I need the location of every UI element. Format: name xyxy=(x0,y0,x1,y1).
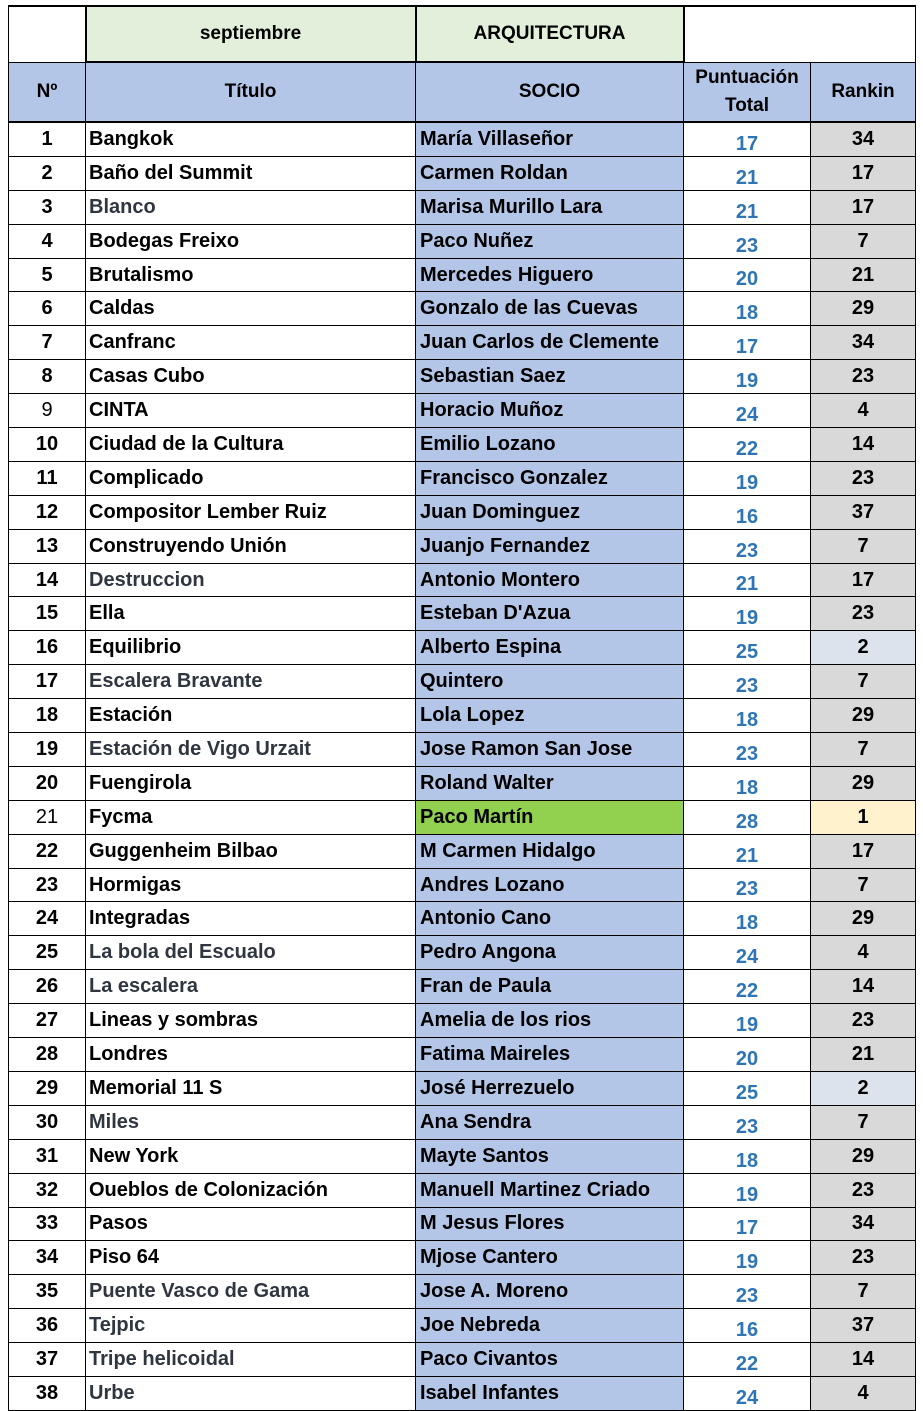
row-socio: Ana Sendra xyxy=(416,1105,684,1139)
col-header-title: Título xyxy=(86,62,416,122)
row-points: 24 xyxy=(684,394,811,428)
row-rank: 34 xyxy=(811,326,916,360)
row-number: 19 xyxy=(9,733,86,767)
table-row xyxy=(9,1173,916,1207)
row-title: Miles xyxy=(86,1105,416,1139)
row-rank: 23 xyxy=(811,360,916,394)
row-points: 23 xyxy=(684,665,811,699)
row-points: 19 xyxy=(684,461,811,495)
table-row xyxy=(9,1139,916,1173)
row-points: 19 xyxy=(684,360,811,394)
row-rank: 34 xyxy=(811,1207,916,1241)
row-title: Baño del Summit xyxy=(86,156,416,190)
row-number: 12 xyxy=(9,495,86,529)
category-cell xyxy=(416,6,684,62)
row-socio: Fatima Maireles xyxy=(416,1038,684,1072)
row-number: 25 xyxy=(9,936,86,970)
row-rank: 23 xyxy=(811,1241,916,1275)
row-socio: Carmen Roldan xyxy=(416,156,684,190)
row-socio: Roland Walter xyxy=(416,766,684,800)
row-points: 24 xyxy=(684,936,811,970)
row-socio: Quintero xyxy=(416,665,684,699)
row-number: 18 xyxy=(9,699,86,733)
row-number: 38 xyxy=(9,1376,86,1410)
row-socio: Juan Carlos de Clemente xyxy=(416,326,684,360)
row-number: 13 xyxy=(9,529,86,563)
row-rank: 7 xyxy=(811,1275,916,1309)
row-title: Canfranc xyxy=(86,326,416,360)
category-label: ARQUITECTURA xyxy=(473,23,626,44)
row-number: 17 xyxy=(9,665,86,699)
table-row xyxy=(9,970,916,1004)
row-rank: 2 xyxy=(811,1071,916,1105)
row-rank: 4 xyxy=(811,1376,916,1410)
row-title: Blanco xyxy=(86,190,416,224)
row-points: 18 xyxy=(684,699,811,733)
row-socio: Paco Martín xyxy=(416,800,684,834)
table-row xyxy=(9,597,916,631)
table-row xyxy=(9,1004,916,1038)
table-row xyxy=(9,1038,916,1072)
row-title: Piso 64 xyxy=(86,1241,416,1275)
row-socio: José Herrezuelo xyxy=(416,1071,684,1105)
row-socio: Horacio Muñoz xyxy=(416,394,684,428)
table-row xyxy=(9,1275,916,1309)
top-blank-cell xyxy=(9,6,86,62)
table-row xyxy=(9,495,916,529)
table-row xyxy=(9,800,916,834)
row-number: 26 xyxy=(9,970,86,1004)
row-points: 23 xyxy=(684,224,811,258)
row-rank: 4 xyxy=(811,936,916,970)
row-number: 9 xyxy=(9,394,86,428)
table-row xyxy=(9,1071,916,1105)
table-row xyxy=(9,529,916,563)
table-row xyxy=(9,224,916,258)
row-points: 19 xyxy=(684,597,811,631)
table-row xyxy=(9,394,916,428)
row-title: Ciudad de la Cultura xyxy=(86,428,416,462)
row-number: 4 xyxy=(9,224,86,258)
row-rank: 14 xyxy=(811,1343,916,1377)
row-points: 23 xyxy=(684,529,811,563)
row-socio: Marisa Murillo Lara xyxy=(416,190,684,224)
row-number: 7 xyxy=(9,326,86,360)
row-title: New York xyxy=(86,1139,416,1173)
row-title: Compositor Lember Ruiz xyxy=(86,495,416,529)
row-number: 27 xyxy=(9,1004,86,1038)
row-number: 29 xyxy=(9,1071,86,1105)
row-socio: Pedro Angona xyxy=(416,936,684,970)
row-points: 25 xyxy=(684,631,811,665)
row-number: 3 xyxy=(9,190,86,224)
row-number: 1 xyxy=(9,122,86,156)
row-rank: 23 xyxy=(811,1173,916,1207)
col-header-num: Nº xyxy=(9,62,86,122)
table-row xyxy=(9,834,916,868)
row-rank: 7 xyxy=(811,1105,916,1139)
table-row xyxy=(9,1376,916,1410)
row-title: Construyendo Unión xyxy=(86,529,416,563)
row-points: 18 xyxy=(684,292,811,326)
row-title: Ella xyxy=(86,597,416,631)
row-socio: Antonio Montero xyxy=(416,563,684,597)
col-header-points-line1: Puntuación xyxy=(695,66,799,88)
row-socio: Esteban D'Azua xyxy=(416,597,684,631)
row-points: 28 xyxy=(684,800,811,834)
month-label: septiembre xyxy=(199,23,302,44)
row-rank: 1 xyxy=(811,800,916,834)
col-header-points xyxy=(684,62,811,122)
row-points: 17 xyxy=(684,326,811,360)
row-rank: 37 xyxy=(811,1309,916,1343)
row-socio: Francisco Gonzalez xyxy=(416,461,684,495)
row-rank: 17 xyxy=(811,834,916,868)
top-blank-right-cell xyxy=(684,6,916,62)
row-title: Memorial 11 S xyxy=(86,1071,416,1105)
row-points: 23 xyxy=(684,733,811,767)
row-title: Fycma xyxy=(86,800,416,834)
table-row xyxy=(9,1309,916,1343)
row-rank: 7 xyxy=(811,224,916,258)
row-points: 19 xyxy=(684,1173,811,1207)
table-row xyxy=(9,631,916,665)
row-title: Pasos xyxy=(86,1207,416,1241)
table-row xyxy=(9,733,916,767)
row-rank: 7 xyxy=(811,868,916,902)
row-socio: Mjose Cantero xyxy=(416,1241,684,1275)
row-rank: 7 xyxy=(811,665,916,699)
row-points: 21 xyxy=(684,563,811,597)
row-title: Lineas y sombras xyxy=(86,1004,416,1038)
top-header-row xyxy=(9,6,916,62)
table-row xyxy=(9,902,916,936)
row-points: 22 xyxy=(684,970,811,1004)
row-number: 32 xyxy=(9,1173,86,1207)
row-rank: 21 xyxy=(811,1038,916,1072)
row-rank: 29 xyxy=(811,699,916,733)
table-row xyxy=(9,326,916,360)
column-header-row xyxy=(9,62,916,122)
row-number: 14 xyxy=(9,563,86,597)
row-socio: Paco Nuñez xyxy=(416,224,684,258)
row-socio: Jose Ramon San Jose xyxy=(416,733,684,767)
table-row xyxy=(9,461,916,495)
row-socio: Alberto Espina xyxy=(416,631,684,665)
row-title: Integradas xyxy=(86,902,416,936)
col-header-points-line2: Total xyxy=(725,94,769,116)
table-row xyxy=(9,360,916,394)
row-rank: 17 xyxy=(811,190,916,224)
row-rank: 17 xyxy=(811,563,916,597)
row-points: 17 xyxy=(684,122,811,156)
row-title: Escalera Bravante xyxy=(86,665,416,699)
col-header-socio: SOCIO xyxy=(416,62,684,122)
table-row xyxy=(9,1241,916,1275)
row-points: 23 xyxy=(684,868,811,902)
row-rank: 23 xyxy=(811,461,916,495)
table-row xyxy=(9,122,916,156)
row-number: 28 xyxy=(9,1038,86,1072)
row-socio: Isabel Infantes xyxy=(416,1376,684,1410)
row-title: Oueblos de Colonización xyxy=(86,1173,416,1207)
row-title: Bangkok xyxy=(86,122,416,156)
row-rank: 14 xyxy=(811,428,916,462)
table-row xyxy=(9,1343,916,1377)
row-points: 19 xyxy=(684,1004,811,1038)
row-title: Bodegas Freixo xyxy=(86,224,416,258)
row-number: 36 xyxy=(9,1309,86,1343)
row-socio: Mercedes Higuero xyxy=(416,258,684,292)
row-number: 23 xyxy=(9,868,86,902)
table-row xyxy=(9,665,916,699)
table-row xyxy=(9,699,916,733)
row-rank: 7 xyxy=(811,529,916,563)
row-number: 34 xyxy=(9,1241,86,1275)
row-rank: 29 xyxy=(811,766,916,800)
row-number: 21 xyxy=(9,800,86,834)
row-number: 24 xyxy=(9,902,86,936)
table-row xyxy=(9,936,916,970)
row-points: 19 xyxy=(684,1241,811,1275)
row-rank: 34 xyxy=(811,122,916,156)
row-points: 16 xyxy=(684,495,811,529)
table-row xyxy=(9,1105,916,1139)
row-title: Fuengirola xyxy=(86,766,416,800)
ranking-table xyxy=(8,5,916,1411)
row-socio: Juanjo Fernandez xyxy=(416,529,684,563)
row-points: 16 xyxy=(684,1309,811,1343)
row-socio: Lola Lopez xyxy=(416,699,684,733)
row-points: 23 xyxy=(684,1105,811,1139)
table-row xyxy=(9,1207,916,1241)
row-socio: María Villaseñor xyxy=(416,122,684,156)
row-points: 17 xyxy=(684,1207,811,1241)
row-socio: Fran de Paula xyxy=(416,970,684,1004)
row-points: 21 xyxy=(684,834,811,868)
row-number: 11 xyxy=(9,461,86,495)
row-title: Estación de Vigo Urzait xyxy=(86,733,416,767)
row-rank: 29 xyxy=(811,1139,916,1173)
row-number: 33 xyxy=(9,1207,86,1241)
row-points: 18 xyxy=(684,766,811,800)
row-title: Complicado xyxy=(86,461,416,495)
row-socio: M Jesus Flores xyxy=(416,1207,684,1241)
row-number: 2 xyxy=(9,156,86,190)
row-socio: Sebastian Saez xyxy=(416,360,684,394)
row-title: Puente Vasco de Gama xyxy=(86,1275,416,1309)
row-socio: M Carmen Hidalgo xyxy=(416,834,684,868)
row-number: 35 xyxy=(9,1275,86,1309)
row-points: 25 xyxy=(684,1071,811,1105)
row-number: 8 xyxy=(9,360,86,394)
table-row xyxy=(9,563,916,597)
table-row xyxy=(9,766,916,800)
row-points: 18 xyxy=(684,1139,811,1173)
row-title: Casas Cubo xyxy=(86,360,416,394)
row-socio: Amelia de los rios xyxy=(416,1004,684,1038)
row-title: Estación xyxy=(86,699,416,733)
row-socio: Mayte Santos xyxy=(416,1139,684,1173)
row-title: Brutalismo xyxy=(86,258,416,292)
row-title: Tejpic xyxy=(86,1309,416,1343)
table-row xyxy=(9,156,916,190)
row-rank: 29 xyxy=(811,902,916,936)
row-socio: Andres Lozano xyxy=(416,868,684,902)
row-number: 10 xyxy=(9,428,86,462)
row-points: 20 xyxy=(684,1038,811,1072)
row-rank: 23 xyxy=(811,1004,916,1038)
row-points: 21 xyxy=(684,156,811,190)
row-number: 37 xyxy=(9,1343,86,1377)
row-title: Destruccion xyxy=(86,563,416,597)
row-socio: Emilio Lozano xyxy=(416,428,684,462)
row-points: 20 xyxy=(684,258,811,292)
row-title: Guggenheim Bilbao xyxy=(86,834,416,868)
row-socio: Juan Dominguez xyxy=(416,495,684,529)
row-points: 18 xyxy=(684,902,811,936)
row-number: 20 xyxy=(9,766,86,800)
row-points: 22 xyxy=(684,428,811,462)
table-row xyxy=(9,292,916,326)
table-row xyxy=(9,190,916,224)
col-header-rank: Rankin xyxy=(811,62,916,122)
row-rank: 37 xyxy=(811,495,916,529)
row-title: Caldas xyxy=(86,292,416,326)
row-number: 5 xyxy=(9,258,86,292)
row-number: 15 xyxy=(9,597,86,631)
row-socio: Jose A. Moreno xyxy=(416,1275,684,1309)
row-rank: 14 xyxy=(811,970,916,1004)
row-title: Equilibrio xyxy=(86,631,416,665)
ranking-sheet xyxy=(8,5,915,1411)
row-title: Londres xyxy=(86,1038,416,1072)
table-row xyxy=(9,428,916,462)
row-title: La bola del Escualo xyxy=(86,936,416,970)
table-row xyxy=(9,258,916,292)
row-number: 22 xyxy=(9,834,86,868)
row-socio: Manuell Martinez Criado xyxy=(416,1173,684,1207)
row-points: 21 xyxy=(684,190,811,224)
row-rank: 23 xyxy=(811,597,916,631)
row-socio: Paco Civantos xyxy=(416,1343,684,1377)
row-title: Hormigas xyxy=(86,868,416,902)
row-title: Urbe xyxy=(86,1376,416,1410)
row-title: La escalera xyxy=(86,970,416,1004)
row-title: CINTA xyxy=(86,394,416,428)
row-socio: Gonzalo de las Cuevas xyxy=(416,292,684,326)
row-number: 30 xyxy=(9,1105,86,1139)
row-socio: Joe Nebreda xyxy=(416,1309,684,1343)
row-rank: 2 xyxy=(811,631,916,665)
row-rank: 7 xyxy=(811,733,916,767)
row-points: 23 xyxy=(684,1275,811,1309)
month-cell xyxy=(86,6,416,62)
row-number: 6 xyxy=(9,292,86,326)
row-number: 16 xyxy=(9,631,86,665)
row-title: Tripe helicoidal xyxy=(86,1343,416,1377)
row-number: 31 xyxy=(9,1139,86,1173)
row-rank: 17 xyxy=(811,156,916,190)
row-points: 22 xyxy=(684,1343,811,1377)
row-rank: 21 xyxy=(811,258,916,292)
row-socio: Antonio Cano xyxy=(416,902,684,936)
row-rank: 29 xyxy=(811,292,916,326)
table-row xyxy=(9,868,916,902)
row-rank: 4 xyxy=(811,394,916,428)
row-points: 24 xyxy=(684,1376,811,1410)
